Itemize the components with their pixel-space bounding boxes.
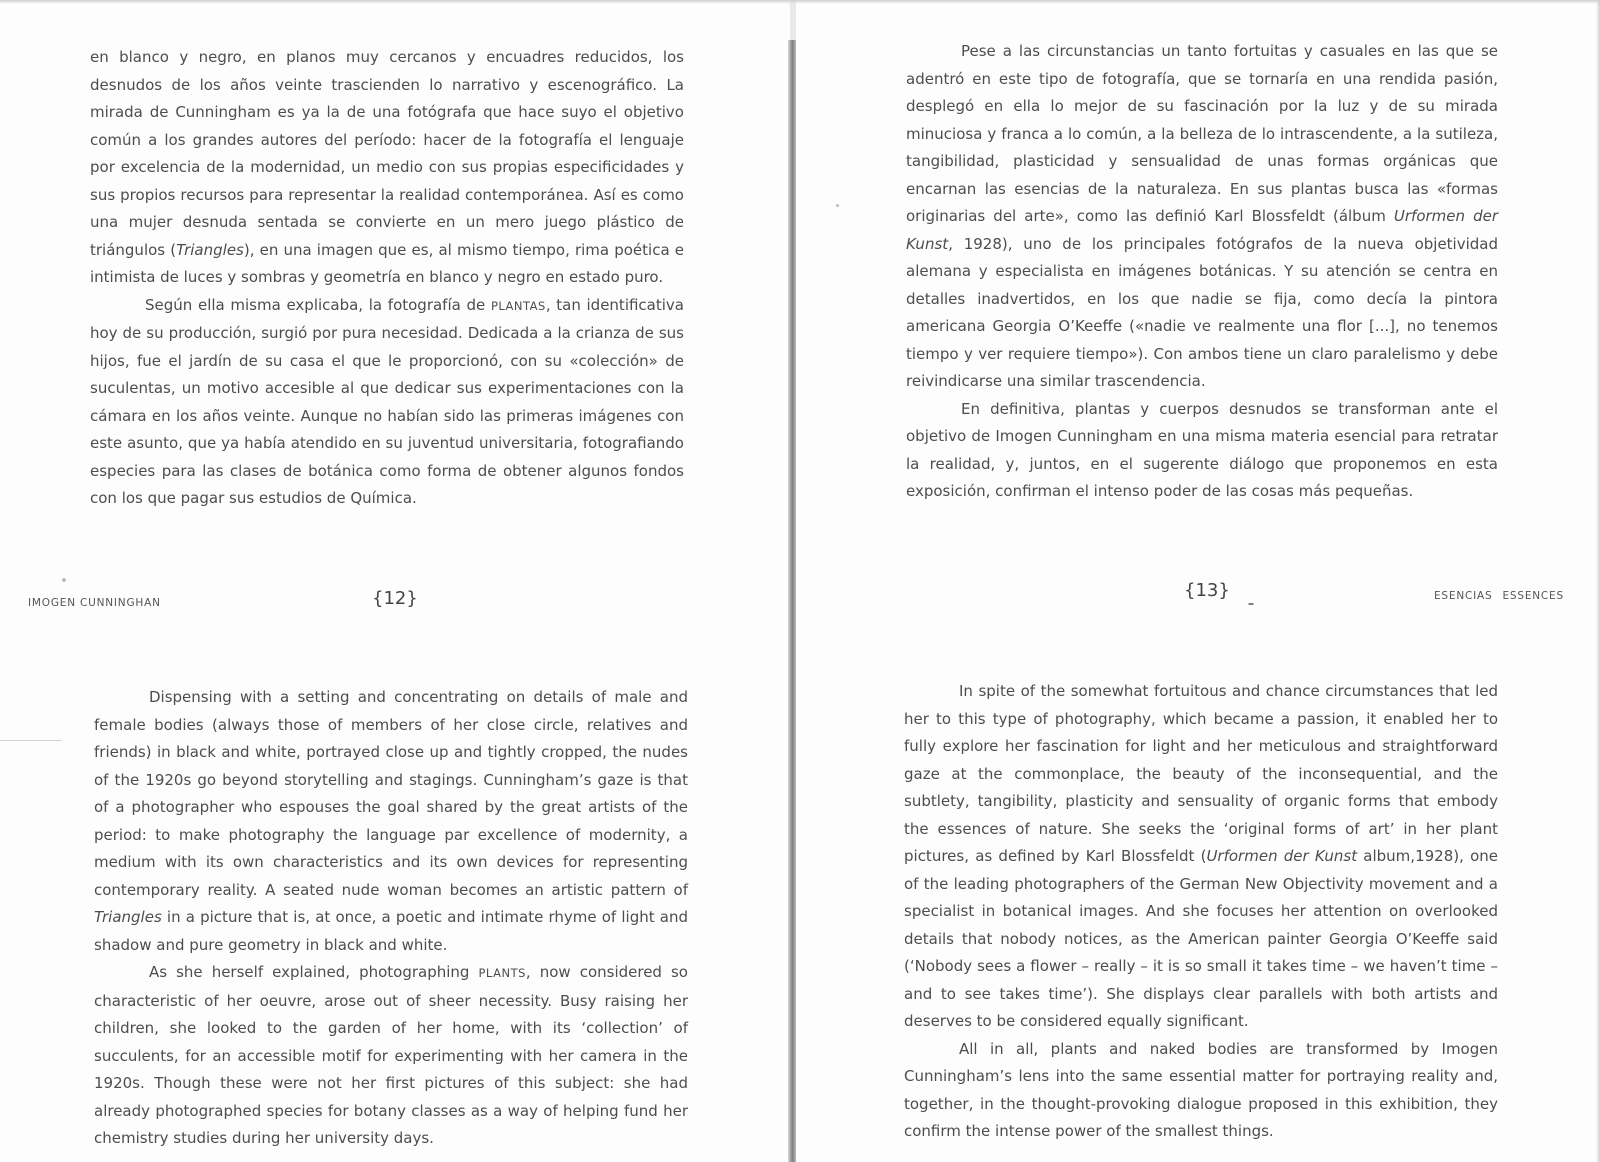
album-title: Urformen der Kunst	[1206, 847, 1358, 865]
text-run: As she herself explained, photographing	[149, 963, 479, 981]
scan-shadow-top	[0, 0, 1600, 4]
paper-speck	[1248, 603, 1254, 605]
text-run: In spite of the somewhat fortuitous and chance circumstances that led her to this type of photography, which became a passion, it enabled her to fully explore her fascination for light and her meticulous and straightforward gaze at the commonplace, the beauty of the inconsequential, and the subtlety, tangibility, plasticity and sensuality of organic forms that embody the essences of nature. She seeks the ‘original forms of art’ in her plant pictures, as defined by Karl Blossfeldt (	[904, 682, 1498, 865]
paragraph	[90, 44, 684, 292]
page-number-right: {13}	[1184, 580, 1230, 601]
text-run: Dispensing with a setting and concentrating on details of male and female bodies (always those of members of her close circle, relatives and friends) in black and white, portrayed close up and tightly cropped, the nudes of the 1920s go beyond storytelling and stagings. Cunningham’s gaze is that of a photographer who espouses the goal shared by the great artists of the period: to make photography the language par excellence of modernity, a medium with its own characteristics and its own devices for representing contemporary reality. A seated nude woman becomes an artistic pattern of	[94, 688, 688, 899]
small-caps-keyword: PLANTAS	[490, 298, 546, 313]
english-text-right	[904, 678, 1498, 1146]
text-run: Pese a las circunstancias un tanto fortuitas y casuales en las que se adentró en este tipo de fotografía, que se tornaría en una rendida pasión, desplegó en ella lo mejor de su fascinación por la luz y de su mirada minuciosa y franca a lo común, a la belleza de lo intrascendente, a la sutileza, tangibilidad, plasticidad y sensualidad de unas formas orgánicas que encarnan las esencias de la naturaleza. En sus plantas busca las «formas originarias del arte», como las definió Karl Blossfeldt (álbum	[906, 42, 1498, 225]
text-run: Según ella misma explicaba, la fotografía de	[145, 295, 491, 314]
paragraph	[906, 38, 1498, 396]
text-run: in a picture that is, at once, a poetic and intimate rhyme of light and shadow and pure geometry in black and white.	[94, 908, 688, 954]
left-page	[0, 0, 790, 1162]
spanish-text-left	[90, 44, 684, 513]
text-run: , tan identificativa hoy de su producción, surgió por pura necesidad. Dedicada a la crianza de sus hijos, fue el jardín de su casa el que le proporcionó, con su «colección» de suculentas, un motivo accesible al que dedicar sus experimentaciones con la cámara en los años veinte. Aunque no habían sido las primeras imágenes con este asunto, que ya había atendido en su juventud universitaria, fotografiando especies para las clases de botánica como forma de obtener algunos fondos con los que pagar sus estudios de Química.	[90, 295, 684, 507]
paragraph	[904, 678, 1498, 1036]
paragraph	[90, 292, 684, 513]
scan-mark	[0, 740, 62, 741]
section-title-es: ESENCIAS	[1434, 590, 1493, 602]
running-head-section	[1434, 590, 1564, 602]
english-text-left	[94, 684, 688, 1153]
paper-speck	[836, 204, 839, 207]
text-run: , now considered so characteristic of her oeuvre, arose out of sheer necessity. Busy raising her children, she looked to the garden of her home, with its ‘collection’ of succulents, for an accessible motif for experimenting with her camera in the 1920s. Though these were not her first pictures of this subject: she had already photographed species for botany classes as a way of helping fund her chemistry studies during her university days.	[94, 963, 688, 1147]
text-run: album,1928), one of the leading photographers of the German New Objectivity movement and a specialist in botanical images. And she focuses her attention on overlooked details that nobody notices, as the American painter Georgia O’Keeffe said (‘Nobody sees a flower – really – it is so small it takes time – we haven’t time – and to see takes time’). She displays clear parallels with both artists and deserves to be considered equally significant.	[904, 847, 1498, 1030]
paragraph: En definitiva, plantas y cuerpos desnudos se transforman ante el objetivo de Imogen Cunningham en una misma materia esencial para retratar la realidad, y, juntos, en el sugerente diálogo que proponemos en esta exposición, confirman el intenso poder de las cosas más pequeñas.	[906, 399, 1498, 500]
paragraph	[94, 684, 688, 959]
section-title-en: ESSENCES	[1502, 590, 1564, 602]
text-run: ), en una imagen que es, al mismo tiempo, rima poética e intimista de luces y sombras y geometría en blanco y negro en estado puro.	[90, 240, 684, 286]
running-head-author: IMOGEN CUNNINGHAN	[28, 597, 161, 609]
small-caps-keyword: PLANTS	[478, 966, 526, 980]
page-number-left: {12}	[372, 588, 418, 609]
album-title: Urformen der Kunst	[906, 207, 1498, 253]
artwork-title: Triangles	[176, 240, 244, 259]
paragraph	[94, 959, 688, 1153]
text-run: en blanco y negro, en planos muy cercanos y encuadres reducidos, los desnudos de los años veinte trascienden lo narrativo y escenográfico. La mirada de Cunningham es ya la de una fotógrafa que hace suyo el objetivo común a los grandes autores del período: hacer de la fotografía el lenguaje por excelencia de la modernidad, un medio con sus propias especificidades y sus propios recursos para representar la realidad contemporánea. Así es como una mujer desnuda sentada se convierte en un mero juego plástico de triángulos (	[90, 48, 684, 259]
paper-speck	[62, 578, 66, 582]
paragraph: All in all, plants and naked bodies are transformed by Imogen Cunningham’s lens into the same essential matter for portraying reality and, together, in the thought-provoking dialogue proposed in this exhibition, they confirm the intense power of the smallest things.	[904, 1039, 1498, 1140]
artwork-title: Triangles	[94, 908, 162, 926]
scan-shadow-right	[1596, 0, 1600, 1162]
text-run: , 1928), uno de los principales fotógrafos de la nueva objetividad alemana y especialista en imágenes botánicas. Y su atención se centra en detalles inadvertidos, en los que nadie se fija, como decía la pintora americana Georgia O’Keeffe («nadie ve realmente una flor [...], no tenemos tiempo y ver requiere tiempo»). Con ambos tiene un claro paralelismo y debe reivindicarse una similar trascendencia.	[906, 234, 1498, 390]
spanish-text-right	[906, 38, 1498, 506]
